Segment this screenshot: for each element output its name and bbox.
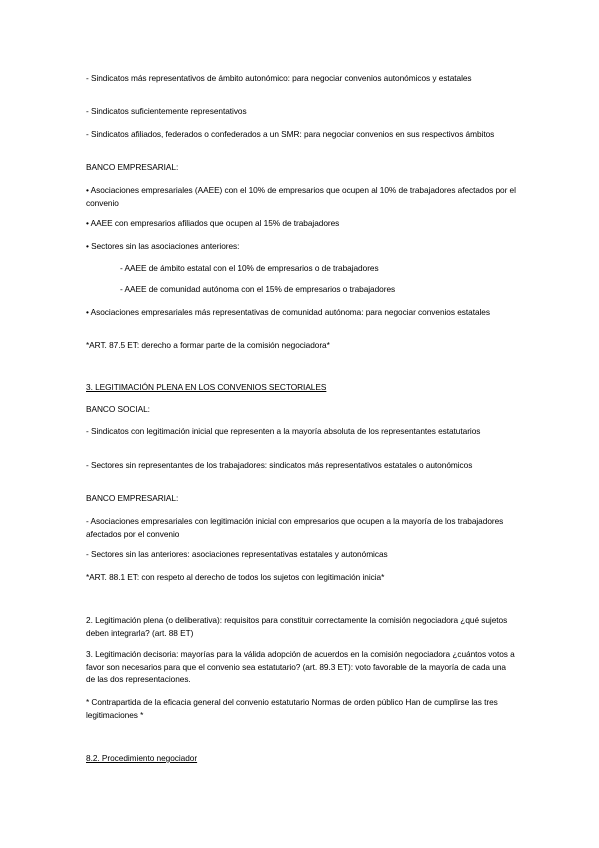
paragraph: - Sindicatos con legitimación inicial que representen a la mayoría absoluta de los representantes estatutarios <box>86 426 481 436</box>
section-label: BANCO EMPRESARIAL: <box>86 162 179 172</box>
section-heading: 3. LEGITIMACIÓN PLENA EN LOS CONVENIOS SECTORIALES <box>86 382 327 392</box>
section-heading: 8.2. Procedimiento negociador <box>86 753 198 763</box>
article-note: *ART. 88.1 ET: con respeto al derecho de todos los sujetos con legitimación inicia* <box>86 572 385 582</box>
sub-item: - AAEE de ámbito estatal con el 10% de empresarios o de trabajadores <box>120 263 379 273</box>
section-label: BANCO EMPRESARIAL: <box>86 493 179 503</box>
paragraph: - Sindicatos más representativos de ámbito autonómico: para negociar convenios autonómicos y estatales <box>86 73 472 83</box>
paragraph: 3. Legitimación decisoria: mayorías para la válida adopción de acuerdos en la comisión negociadora ¿cuántos votos a favor son necesarios para que el convenio sea estatutario? (art. 89.3 ET): voto favorable de la mayoría de cada una de las dos representaciones. <box>86 649 515 684</box>
bullet-item: • Asociaciones empresariales más representativas de comunidad autónoma: para negociar convenios estatales <box>86 307 490 317</box>
paragraph: * Contrapartida de la eficacia general del convenio estatutario Normas de orden público Han de cumplirse las tres legitimaciones * <box>86 697 498 720</box>
bullet-item: • Sectores sin las asociaciones anteriores: <box>86 241 240 251</box>
paragraph: - Sindicatos suficientemente representativos <box>86 106 247 116</box>
paragraph: - Asociaciones empresariales con legitimación inicial con empresarios que ocupen a la mayoría de los trabajadores afectados por el convenio <box>86 516 504 539</box>
bullet-item: • Asociaciones empresariales (AAEE) con el 10% de empresarios que ocupen al 10% de trabajadores afectados por el convenio <box>86 185 516 208</box>
paragraph: - Sectores sin representantes de los trabajadores: sindicatos más representativos estatales o autonómicos <box>86 460 473 470</box>
section-label: BANCO SOCIAL: <box>86 404 150 414</box>
paragraph: - Sectores sin las anteriores: asociaciones representativas estatales y autonómicas <box>86 549 388 559</box>
article-note: *ART. 87.5 ET: derecho a formar parte de la comisión negociadora* <box>86 340 330 350</box>
bullet-item: • AAEE con empresarios afiliados que ocupen al 15% de trabajadores <box>86 218 340 228</box>
sub-item: - AAEE de comunidad autónoma con el 15% de empresarios o trabajadores <box>120 284 396 294</box>
paragraph: - Sindicatos afiliados, federados o confederados a un SMR: para negociar convenios en sus respectivos ámbitos <box>86 129 495 139</box>
paragraph: 2. Legitimación plena (o deliberativa): requisitos para constituir correctamente la comisión negociadora ¿qué sujetos deben integrarla? (art. 88 ET) <box>86 615 508 638</box>
